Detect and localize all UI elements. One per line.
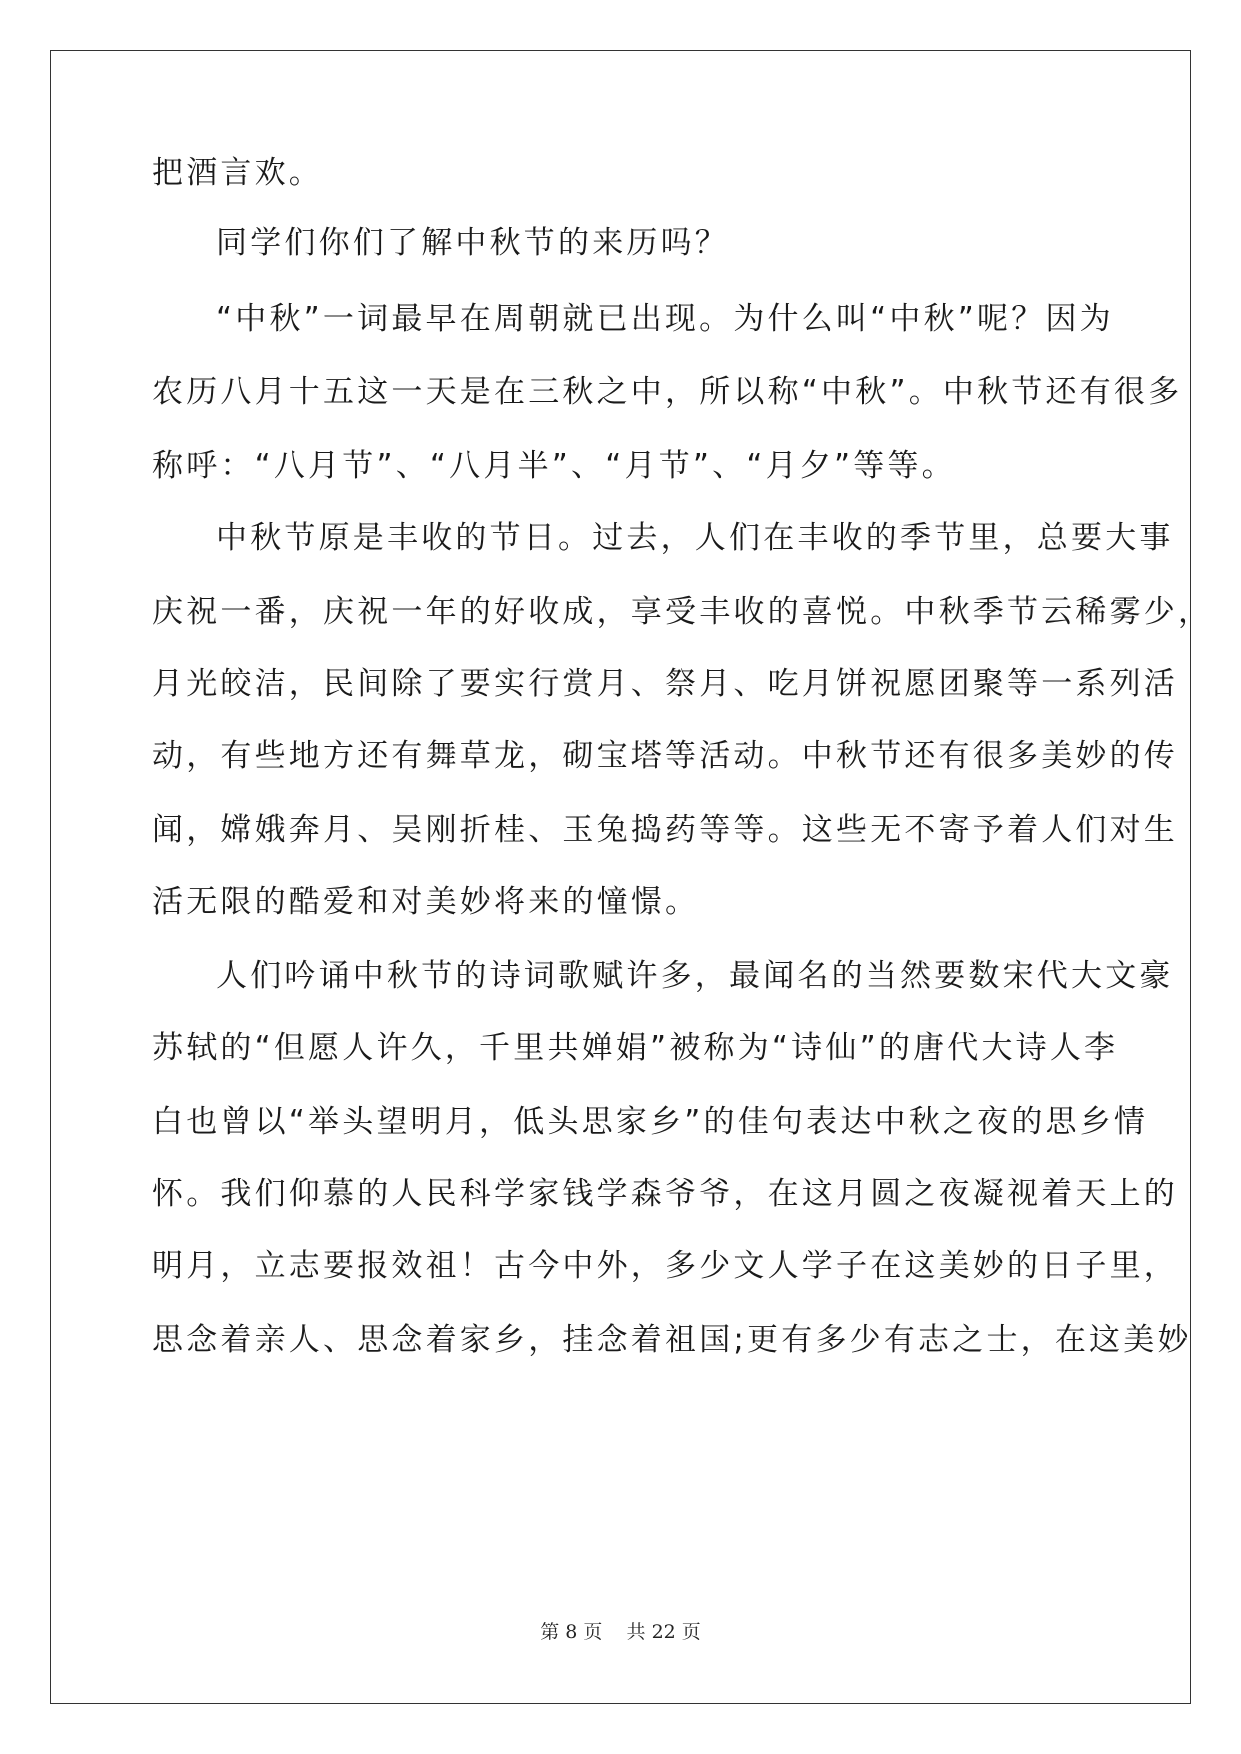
text-line: 怀。我们仰慕的人民科学家钱学森爷爷，在这月圆之夜凝视着天上的 xyxy=(152,1176,1178,1212)
text-line: 把酒言欢。 xyxy=(152,155,323,191)
text-line: 同学们你们了解中秋节的来历吗？ xyxy=(216,225,729,261)
text-line: 活无限的酷爱和对美妙将来的憧憬。 xyxy=(152,884,700,920)
page-number: 第 8 页 共 22 页 xyxy=(540,1621,701,1643)
text-line: 庆祝一番，庆祝一年的好收成，享受丰收的喜悦。中秋季节云稀雾少， xyxy=(152,594,1213,630)
text-line: 月光皎洁，民间除了要实行赏月、祭月、吃月饼祝愿团聚等一系列活 xyxy=(152,666,1178,702)
text-line: 苏轼的“但愿人许久，千里共婵娟”被称为“诗仙”的唐代大诗人李 xyxy=(152,1030,1119,1066)
text-line: 中秋节原是丰收的节日。过去，人们在丰收的季节里，总要大事 xyxy=(216,520,1174,556)
text-line: 闻，嫦娥奔月、吴刚折桂、玉兔捣药等等。这些无不寄予着人们对生 xyxy=(152,812,1178,848)
text-line: 思念着亲人、思念着家乡，挂念着祖国;更有多少有志之士，在这美妙 xyxy=(152,1322,1192,1358)
page-border xyxy=(50,50,1191,1704)
text-line: 明月，立志要报效祖！古今中外，多少文人学子在这美妙的日子里， xyxy=(152,1248,1178,1284)
text-line: 称呼：“八月节”、“八月半”、“月节”、“月夕”等等。 xyxy=(152,448,956,484)
text-line: 白也曾以“举头望明月，低头思家乡”的佳句表达中秋之夜的思乡情 xyxy=(152,1104,1149,1140)
text-line: 农历八月十五这一天是在三秋之中，所以称“中秋”。中秋节还有很多 xyxy=(152,374,1183,410)
text-line: 人们吟诵中秋节的诗词歌赋许多，最闻名的当然要数宋代大文豪 xyxy=(216,958,1174,994)
text-line: “中秋”一词最早在周朝就已出现。为什么叫“中秋”呢？因为 xyxy=(216,301,1114,337)
text-line: 动，有些地方还有舞草龙，砌宝塔等活动。中秋节还有很多美妙的传 xyxy=(152,738,1178,774)
